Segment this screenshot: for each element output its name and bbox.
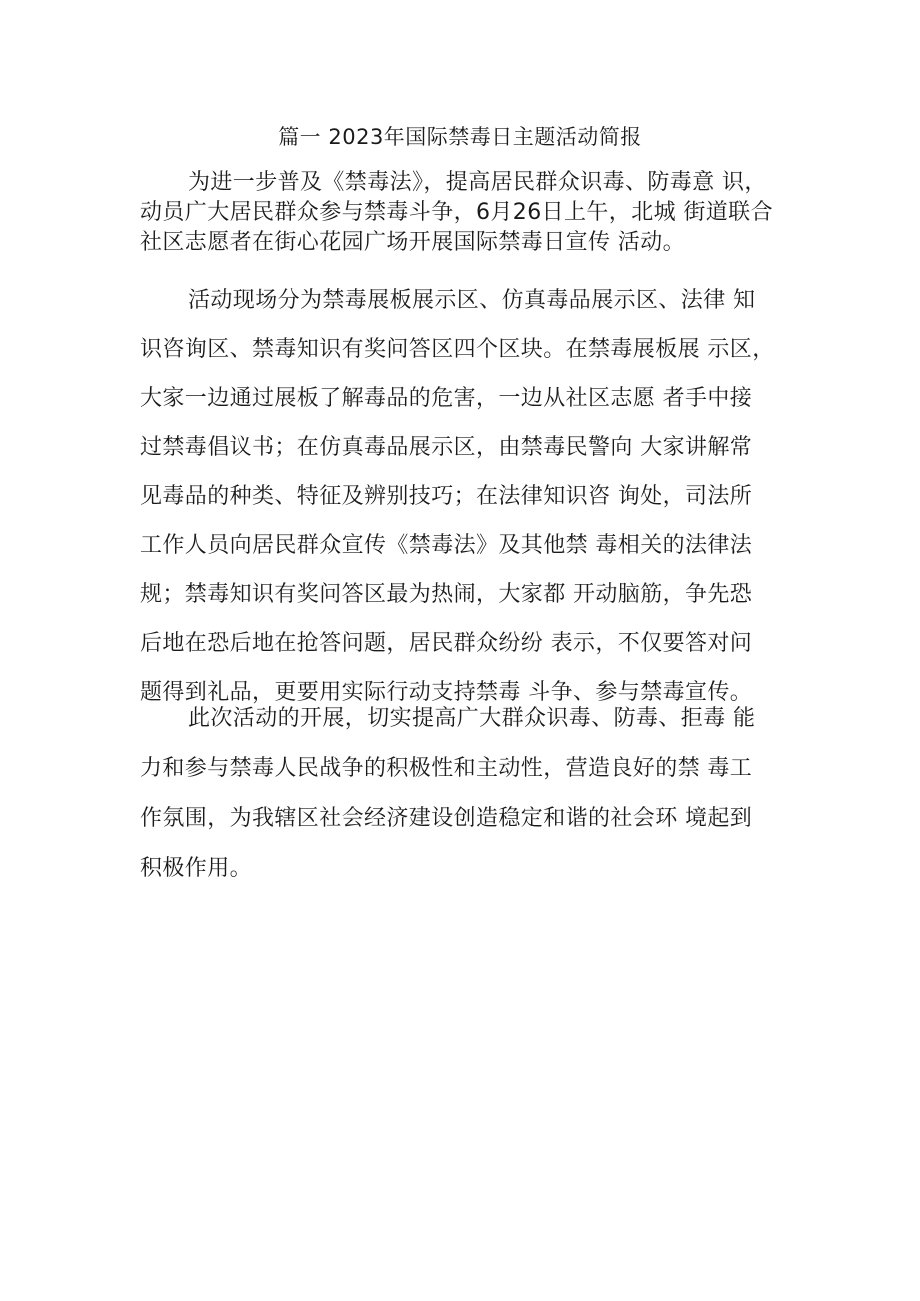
paragraph-line: 工作人员向居民群众宣传《禁毒法》及其他禁 毒相关的法律法 [140, 533, 753, 558]
paragraph-line: 此次活动的开展，切实提高广大群众识毒、防毒、拒毒 能 [188, 706, 756, 731]
paragraph-line: 积极作用。 [140, 856, 253, 881]
paragraph-activity-zones [140, 276, 800, 717]
paragraph-line: 识咨询区、禁毒知识有奖问答区四个区块。在禁毒展板展 示区， [140, 337, 775, 362]
paragraph-intro [140, 168, 800, 258]
paragraph-line: 社区志愿者在街心花园广场开展国际禁毒日宣传 活动。 [140, 230, 685, 255]
paragraph-line: 动员广大居民群众参与禁毒斗争，6月26日上午，北城 街道联合 [140, 200, 773, 225]
paragraph-line: 力和参与禁毒人民战争的积极性和主动性，营造良好的禁 毒工 [140, 756, 753, 781]
paragraph-conclusion [140, 694, 800, 894]
paragraph-line: 见毒品的种类、特征及辨别技巧；在法律知识咨 询处，司法所 [140, 484, 753, 509]
paragraph-line: 大家一边通过展板了解毒品的危害，一边从社区志愿 者手中接 [140, 386, 753, 411]
paragraph-line: 后地在恐后地在抢答问题，居民群众纷纷 表示，不仅要答对问 [140, 631, 753, 656]
paragraph-line: 过禁毒倡议书；在仿真毒品展示区，由禁毒民警向 大家讲解常 [140, 435, 753, 460]
paragraph-line: 作氛围，为我辖区社会经济建设创造稳定和谐的社会环 境起到 [140, 806, 753, 831]
paragraph-line: 题得到礼品，更要用实际行动支持禁毒 斗争、参与禁毒宣传。 [140, 680, 753, 705]
paragraph-line: 活动现场分为禁毒展板展示区、仿真毒品展示区、法律 知 [188, 288, 756, 313]
document-title: 篇一 2023年国际禁毒日主题活动简报 [278, 125, 642, 149]
paragraph-line: 为进一步普及《禁毒法》，提高居民群众识毒、防毒意 识， [188, 170, 767, 195]
paragraph-line: 规；禁毒知识有奖问答区最为热闹，大家都 开动脑筋，争先恐 [140, 582, 753, 607]
